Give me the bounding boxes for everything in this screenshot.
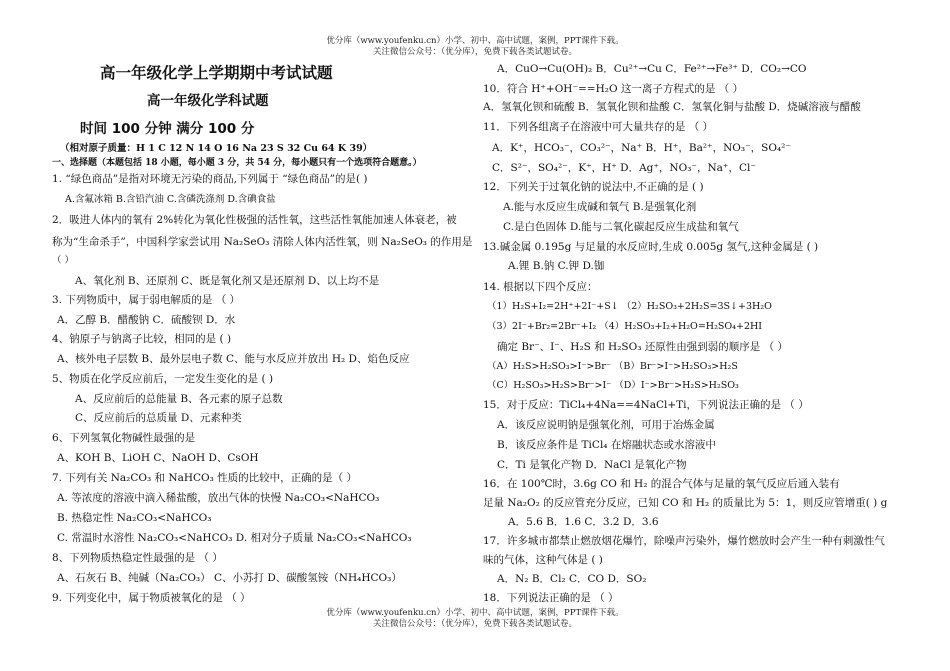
page-header bbox=[0, 36, 950, 58]
q7-stem: 7. 下列有关 Na₂CO₃ 和 NaHCO₃ 性质的比较中，正确的是（ ） bbox=[52, 472, 358, 484]
section-heading: 一、选择题（本题包括 18 小题，每小题 3 分，共 54 分，每小题只有一个选项符合题意。） bbox=[52, 158, 422, 168]
q11-stem: 11．下列各组离子在溶液中可大量共存的是 （ ） bbox=[483, 121, 714, 133]
q9-options: A．CuO→Cu(OH)₂ B．Cu²⁺→Cu C．Fe²⁺→Fe³⁺ D．CO₂→CO bbox=[497, 63, 807, 75]
q5-options-ab: A、反应前后的总能量 B、各元素的原子总数 bbox=[75, 393, 283, 405]
q13-options: A.锂 B.钠 C.钾 D.铷 bbox=[508, 260, 605, 272]
q14-stem: 14. 根据以下四个反应： bbox=[483, 281, 598, 293]
exam-title: 高一年级化学上学期期中考试试题 bbox=[100, 64, 333, 82]
footer-line-2: 关注微信公众号：（优分库），免费下载各类试题试卷。 bbox=[372, 619, 577, 629]
q17-options: A．N₂ B．Cl₂ C．CO D．SO₂ bbox=[497, 573, 647, 585]
q14-options-cd: （C）H₂SO₃>H₂S>Br⁻>I⁻ （D）I⁻>Br⁻>H₂S>H₂SO₃ bbox=[487, 380, 739, 391]
q11-options-ab: A．K⁺，HCO₃⁻，CO₃²⁻，Na⁺ B．H⁺，Ba²⁺，NO₃⁻，SO₄²⁻ bbox=[492, 142, 791, 154]
q7-option-b: B. 热稳定性 Na₂CO₃<NaHCO₃ bbox=[57, 512, 212, 524]
q12-options-cd: C.是白色固体 D.能与二氧化碳起反应生成盐和氧气 bbox=[503, 221, 739, 233]
q12-options-ab: A.能与水反应生成碱和氧气 B.是强氧化剂 bbox=[503, 201, 697, 213]
q14-question: 确定 Br⁻、I⁻、H₂S 和 H₂SO₃ 还原性由强到弱的顺序是 （ ） bbox=[497, 341, 788, 353]
q10-options: A．氢氧化钡和硫酸 B．氢氧化钡和盐酸 C．氢氧化铜与盐酸 D．烧碱溶液与醋酸 bbox=[483, 101, 861, 113]
q2-stem-1: 2．吸进人体内的氧有 2%转化为氧化性极强的活性氧，这些活性氧能加速人体衰老，被 bbox=[52, 214, 457, 226]
q16-stem-2: 足量 Na₂O₂ 的反应管充分反应，已知 CO 和 H₂ 的质量比为 5：1，则反应管增重( ) g bbox=[483, 497, 888, 509]
q7-option-cd: C. 常温时水溶性 Na₂CO₃<NaHCO₃ D. 相对分子质量 Na₂CO₃<NaHCO₃ bbox=[57, 532, 412, 544]
q8-stem: 8、下列物质热稳定性最强的是 （ ） bbox=[52, 552, 223, 564]
q16-options: A．5.6 B．1.6 C．3.2 D．3.6 bbox=[508, 516, 659, 528]
q13-stem: 13.碱金属 0.195g 与足量的水反应时,生成 0.005g 氢气,这种金属是 ( ) bbox=[483, 241, 819, 253]
q7-option-a: A. 等浓度的溶液中滴入稀盐酸，放出气体的快慢 Na₂CO₃<NaHCO₃ bbox=[57, 492, 380, 504]
q2-paren: （ ） bbox=[52, 255, 75, 266]
q11-options-cd: C．S²⁻，SO₄²⁻，K⁺，H⁺ D．Ag⁺，NO₃⁻，Na⁺，Cl⁻ bbox=[492, 162, 756, 174]
q1-stem: 1. “绿色商品”是指对环境无污染的商品,下列属于 “绿色商品”的是( ) bbox=[52, 173, 368, 185]
q3-stem: 3. 下列物质中，属于弱电解质的是 （ ） bbox=[52, 294, 241, 306]
q10-stem: 10．符合 H⁺+OH⁻==H₂O 这一离子方程式的是 （ ） bbox=[483, 83, 744, 95]
page-footer bbox=[0, 608, 950, 630]
q2-options: A、氧化剂 B、还原剂 C、既是氧化剂又是还原剂 D、以上均不是 bbox=[75, 275, 380, 287]
q14-reactions-34: （3）2I⁻+Br₂=2Br⁻+I₂ （4）H₂SO₃+I₂+H₂O=H₂SO₄+2HI bbox=[487, 321, 763, 332]
q15-option-a: A．该反应说明钠是强氧化剂，可用于冶炼金属 bbox=[497, 419, 715, 431]
q17-stem-1: 17．许多城市都禁止燃放烟花爆竹，除噪声污染外，爆竹燃放时会产生一种有刺激性气 bbox=[483, 535, 885, 547]
q4-options: A、核外电子层数 B、最外层电子数 C、能与水反应并放出 H₂ D、焰色反应 bbox=[57, 353, 410, 365]
exam-subtitle: 高一年级化学科试题 bbox=[147, 93, 269, 109]
header-line-1: 优分库（www.youfenku.cn）小学、初中、高中试题，案例，PPT课件下载。 bbox=[326, 36, 624, 46]
q9-stem: 9. 下列变化中，属于物质被氧化的是 （ ） bbox=[52, 592, 251, 604]
q6-stem: 6、下列氢氧化物碱性最强的是 bbox=[52, 432, 196, 444]
exam-time: 时间 100 分钟 满分 100 分 bbox=[80, 121, 255, 137]
q18-stem: 18．下列说法正确的是 （ ） bbox=[483, 592, 619, 604]
q15-option-b: B．该反应条件是 TiCl₄ 在熔融状态或水溶液中 bbox=[497, 439, 716, 451]
q15-options-cd: C．Ti 是氧化产物 D．NaCl 是氧化产物 bbox=[497, 459, 687, 471]
q2-stem-2: 称为“生命杀手”，中国科学家尝试用 Na₂SeO₃ 清除人体内活性氧，则 Na₂SeO₃ 的作用是 bbox=[52, 236, 473, 248]
q15-stem: 15．对于反应：TiCl₄+4Na==4NaCl+Ti，下列说法正确的是 （ ） bbox=[483, 399, 809, 411]
q5-stem: 5、物质在化学反应前后，一定发生变化的是 ( ) bbox=[52, 373, 274, 385]
q6-options: A、KOH B、LiOH C、NaOH D、CsOH bbox=[57, 452, 259, 464]
header-line-2: 关注微信公众号：（优分库），免费下载各类试题试卷。 bbox=[372, 47, 577, 57]
q5-options-cd: C、反应前后的总质量 D、元素种类 bbox=[75, 412, 242, 424]
q8-options: A、石灰石 B、纯碱（Na₂CO₃） C、小苏打 D、碳酸氢铵（NH₄HCO₃） bbox=[57, 572, 402, 584]
q4-stem: 4、钠原子与钠离子比较，相同的是 ( ) bbox=[52, 333, 232, 345]
q16-stem-1: 16．在 100℃时，3.6g CO 和 H₂ 的混合气体与足量的氧气反应后通入装有 bbox=[483, 478, 840, 490]
q12-stem: 12．下列关于过氧化钠的说法中,不正确的是 ( ) bbox=[483, 181, 704, 193]
q3-options: A．乙醇 B．醋酸钠 C．硫酸钡 D．水 bbox=[57, 314, 236, 326]
q14-reactions-12: （1）H₂S+I₂=2H⁺+2I⁻+S↓ （2）H₂SO₃+2H₂S=3S↓+3H₂O bbox=[487, 301, 772, 312]
atomic-masses: （相对原子质量：H 1 C 12 N 14 O 16 Na 23 S 32 Cu 64 K 39） bbox=[60, 143, 373, 154]
q17-stem-2: 味的气体，这种气体是 ( ) bbox=[483, 554, 603, 566]
footer-line-1: 优分库（www.youfenku.cn）小学、初中、高中试题，案例，PPT课件下载。 bbox=[326, 608, 624, 618]
q1-options: A.含氟冰箱 B.含铅汽油 C.含磷洗涤剂 D.含碘食盐 bbox=[65, 194, 276, 205]
q14-options-ab: （A）H₂S>H₂SO₃>I⁻>Br⁻ （B）Br⁻>I⁻>H₂SO₃>H₂S bbox=[487, 361, 738, 372]
